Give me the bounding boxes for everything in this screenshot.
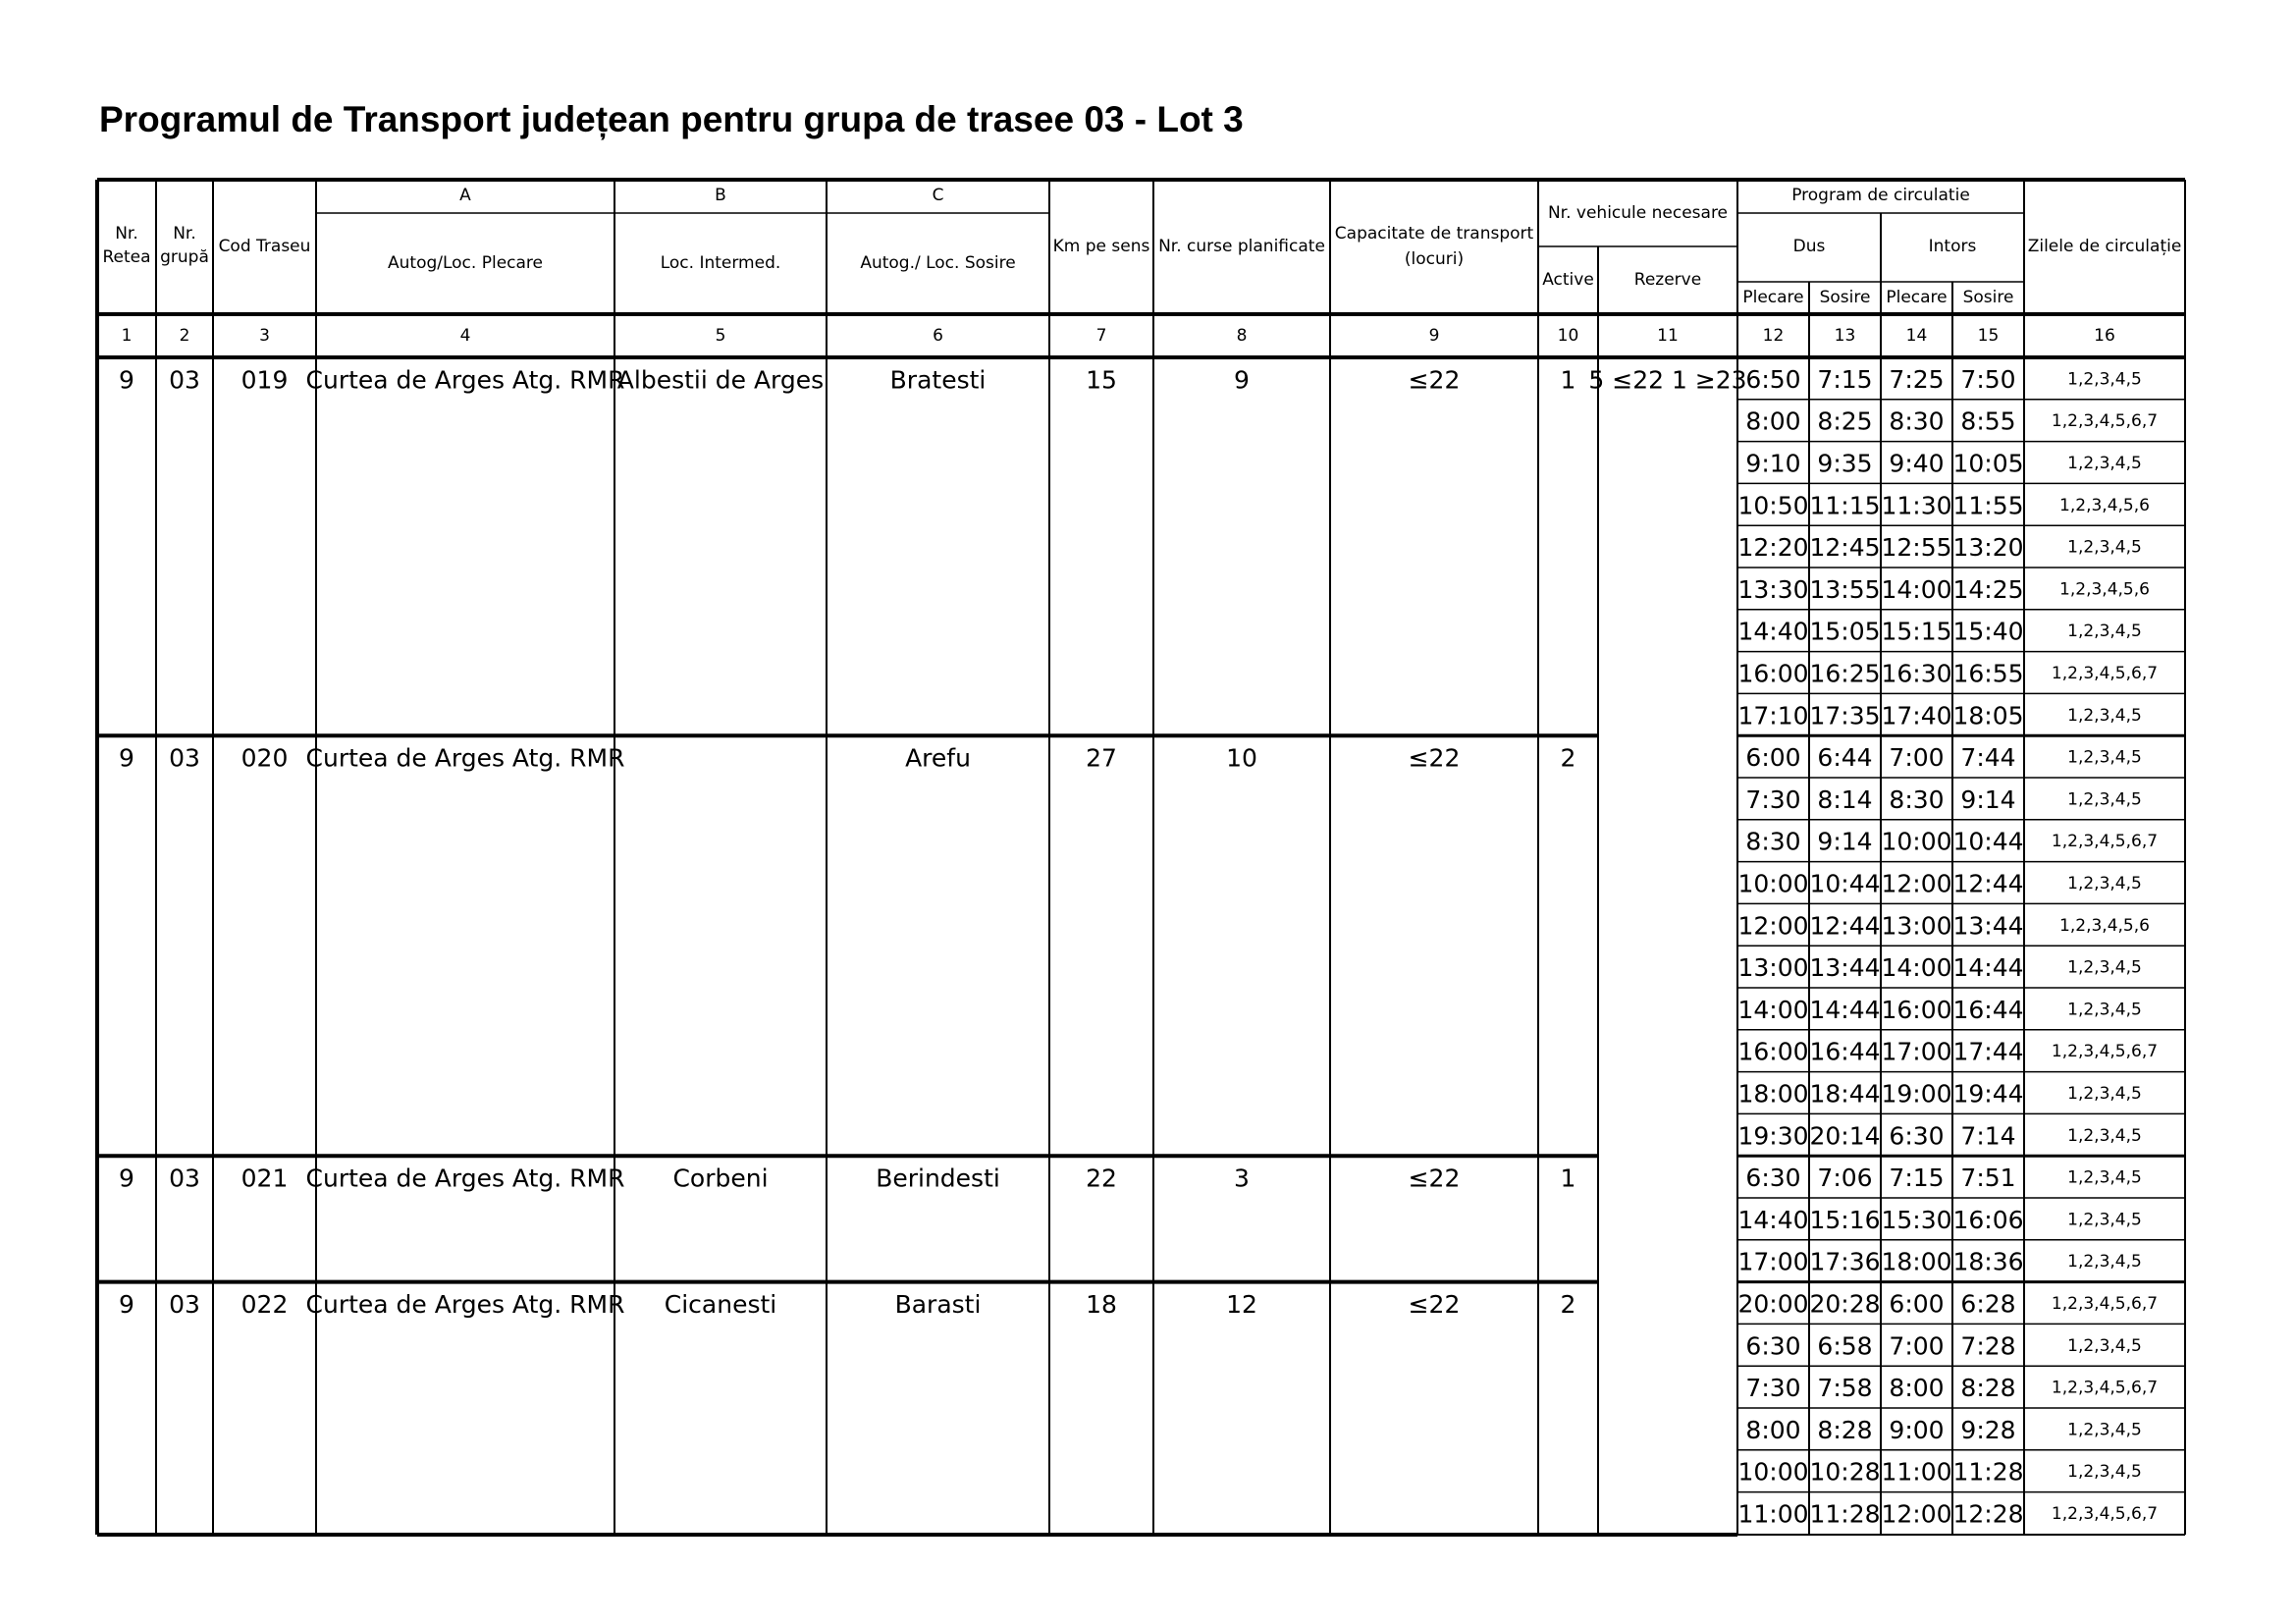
dus-sosire-time: 12:44 — [1809, 911, 1881, 941]
zile-circulatie: 1,2,3,4,5 — [2067, 369, 2142, 390]
dus-plecare-time: 19:30 — [1737, 1121, 1809, 1151]
intors-plecare-time: 11:00 — [1881, 1457, 1952, 1487]
zile-circulatie: 1,2,3,4,5,6,7 — [2051, 1042, 2159, 1062]
intors-plecare-time: 18:00 — [1881, 1247, 1952, 1276]
column-header-intors-plecare: Plecare — [1886, 288, 1948, 307]
column-number: 7 — [1095, 326, 1107, 346]
intors-plecare-time: 9:00 — [1889, 1415, 1945, 1444]
column-header-capacitate: (locuri) — [1404, 249, 1465, 269]
zile-circulatie: 1,2,3,4,5,6 — [2059, 495, 2150, 515]
route-retea: 9 — [119, 1164, 134, 1193]
zile-circulatie: 1,2,3,4,5 — [2067, 705, 2142, 726]
route-retea: 9 — [119, 743, 134, 773]
dus-sosire-time: 14:44 — [1809, 995, 1881, 1024]
dus-plecare-time: 6:00 — [1745, 743, 1801, 773]
column-number: 3 — [259, 326, 270, 346]
dus-sosire-time: 13:55 — [1809, 574, 1881, 604]
route-active: 2 — [1560, 743, 1576, 773]
dus-sosire-time: 8:14 — [1817, 785, 1873, 814]
intors-sosire-time: 7:44 — [1960, 743, 2016, 773]
zile-circulatie: 1,2,3,4,5 — [2067, 1167, 2142, 1188]
intors-sosire-time: 13:20 — [1952, 533, 2024, 563]
intors-sosire-time: 12:44 — [1952, 869, 2024, 898]
route-intermed: Corbeni — [672, 1164, 769, 1193]
route-cod-traseu: 019 — [240, 365, 289, 395]
zile-circulatie: 1,2,3,4,5,6,7 — [2051, 411, 2159, 432]
intors-sosire-time: 14:44 — [1952, 953, 2024, 983]
intors-sosire-time: 19:44 — [1952, 1079, 2024, 1109]
intors-sosire-time: 7:14 — [1960, 1121, 2016, 1151]
route-km: 18 — [1086, 1290, 1117, 1320]
intors-sosire-time: 7:28 — [1960, 1331, 2016, 1361]
intors-sosire-time: 13:44 — [1952, 911, 2024, 941]
zile-circulatie: 1,2,3,4,5 — [2067, 957, 2142, 978]
group-label-nr-vehicule: Nr. vehicule necesare — [1547, 203, 1729, 223]
column-number: 5 — [715, 326, 726, 346]
intors-plecare-time: 7:25 — [1889, 364, 1945, 394]
route-sosire: Arefu — [905, 743, 971, 773]
dus-plecare-time: 14:40 — [1737, 1205, 1809, 1234]
dus-plecare-time: 17:00 — [1737, 1247, 1809, 1276]
intors-plecare-time: 12:00 — [1881, 869, 1952, 898]
zile-circulatie: 1,2,3,4,5 — [2067, 789, 2142, 810]
dus-sosire-time: 16:44 — [1809, 1037, 1881, 1066]
column-header-nr-retea: Retea — [102, 247, 151, 267]
dus-plecare-time: 16:00 — [1737, 659, 1809, 688]
group-label-a: A — [459, 186, 471, 205]
group-label-dus: Dus — [1792, 237, 1826, 256]
route-capacitate: ≤22 — [1408, 1290, 1461, 1320]
dus-sosire-time: 17:36 — [1809, 1247, 1881, 1276]
route-grupa: 03 — [169, 365, 200, 395]
column-number: 6 — [933, 326, 943, 346]
dus-sosire-time: 8:25 — [1817, 406, 1873, 436]
dus-sosire-time: 7:06 — [1817, 1164, 1873, 1193]
column-header-plecare: Autog/Loc. Plecare — [388, 253, 543, 273]
column-header-nr-grupa: Nr. — [173, 224, 196, 244]
dus-sosire-time: 20:14 — [1809, 1121, 1881, 1151]
route-intermed: Albestii de Arges — [616, 365, 825, 395]
intors-plecare-time: 14:00 — [1881, 574, 1952, 604]
zile-circulatie: 1,2,3,4,5,6,7 — [2051, 1378, 2159, 1398]
group-label-c: C — [932, 186, 944, 205]
intors-plecare-time: 6:30 — [1889, 1121, 1945, 1151]
page-title: Programul de Transport județean pentru grupa de trasee 03 - Lot 3 — [99, 99, 1244, 139]
route-active: 1 — [1560, 1164, 1576, 1193]
dus-sosire-time: 18:44 — [1809, 1079, 1881, 1109]
zile-circulatie: 1,2,3,4,5 — [2067, 1125, 2142, 1146]
zile-circulatie: 1,2,3,4,5 — [2067, 1462, 2142, 1483]
intors-plecare-time: 12:00 — [1881, 1499, 1952, 1529]
route-intermed: Cicanesti — [664, 1290, 777, 1320]
intors-sosire-time: 14:25 — [1952, 574, 2024, 604]
dus-sosire-time: 7:58 — [1817, 1374, 1873, 1403]
intors-sosire-time: 12:28 — [1952, 1499, 2024, 1529]
route-cod-traseu: 021 — [240, 1164, 289, 1193]
dus-plecare-time: 11:00 — [1737, 1499, 1809, 1529]
route-plecare: Curtea de Arges Atg. RMR — [305, 1164, 625, 1193]
route-retea: 9 — [119, 365, 134, 395]
column-number: 4 — [459, 326, 471, 346]
column-number: 15 — [1977, 326, 2000, 346]
dus-plecare-time: 8:30 — [1745, 827, 1801, 856]
route-grupa: 03 — [169, 1164, 200, 1193]
intors-sosire-time: 7:51 — [1960, 1164, 2016, 1193]
zile-circulatie: 1,2,3,4,5,6,7 — [2051, 832, 2159, 852]
dus-plecare-time: 9:10 — [1745, 449, 1801, 478]
dus-sosire-time: 11:28 — [1809, 1499, 1881, 1529]
intors-sosire-time: 11:28 — [1952, 1457, 2024, 1487]
dus-sosire-time: 15:05 — [1809, 617, 1881, 646]
route-curse: 3 — [1234, 1164, 1250, 1193]
intors-sosire-time: 10:44 — [1952, 827, 2024, 856]
dus-sosire-time: 10:44 — [1809, 869, 1881, 898]
route-curse: 12 — [1226, 1290, 1257, 1320]
route-cod-traseu: 020 — [240, 743, 289, 773]
zile-circulatie: 1,2,3,4,5 — [2067, 1210, 2142, 1230]
column-header-intors-sosire: Sosire — [1962, 288, 2014, 307]
column-header-dus-plecare: Plecare — [1742, 288, 1804, 307]
intors-plecare-time: 8:30 — [1889, 406, 1945, 436]
zile-circulatie: 1,2,3,4,5 — [2067, 454, 2142, 473]
dus-plecare-time: 14:00 — [1737, 995, 1809, 1024]
route-plecare: Curtea de Arges Atg. RMR — [305, 1290, 625, 1320]
dus-plecare-time: 12:20 — [1737, 533, 1809, 563]
dus-sosire-time: 20:28 — [1809, 1289, 1881, 1319]
dus-plecare-time: 8:00 — [1745, 1415, 1801, 1444]
column-number: 9 — [1428, 326, 1440, 346]
intors-sosire-time: 16:44 — [1952, 995, 2024, 1024]
intors-sosire-time: 10:05 — [1952, 449, 2024, 478]
zile-circulatie: 1,2,3,4,5,6,7 — [2051, 664, 2159, 683]
column-number: 10 — [1557, 326, 1579, 346]
intors-plecare-time: 17:40 — [1881, 701, 1952, 731]
intors-plecare-time: 7:00 — [1889, 743, 1945, 773]
intors-plecare-time: 17:00 — [1881, 1037, 1952, 1066]
group-label-b: B — [715, 186, 726, 205]
dus-sosire-time: 10:28 — [1809, 1457, 1881, 1487]
column-header-curse: Nr. curse planificate — [1158, 237, 1325, 256]
group-label-program: Program de circulatie — [1791, 186, 1970, 205]
column-header-nr-retea: Nr. — [115, 224, 138, 244]
intors-sosire-time: 15:40 — [1952, 617, 2024, 646]
dus-sosire-time: 9:35 — [1817, 449, 1873, 478]
column-number: 13 — [1834, 326, 1856, 346]
dus-plecare-time: 18:00 — [1737, 1079, 1809, 1109]
zile-circulatie: 1,2,3,4,5 — [2067, 747, 2142, 768]
dus-plecare-time: 6:50 — [1745, 364, 1801, 394]
intors-plecare-time: 8:00 — [1889, 1374, 1945, 1403]
intors-plecare-time: 16:00 — [1881, 995, 1952, 1024]
route-sosire: Berindesti — [876, 1164, 1000, 1193]
intors-plecare-time: 14:00 — [1881, 953, 1952, 983]
intors-plecare-time: 7:15 — [1889, 1164, 1945, 1193]
dus-plecare-time: 12:00 — [1737, 911, 1809, 941]
dus-plecare-time: 13:30 — [1737, 574, 1809, 604]
column-header-zile: Zilele de circulație — [2027, 237, 2182, 256]
dus-plecare-time: 10:00 — [1737, 869, 1809, 898]
dus-plecare-time: 17:10 — [1737, 701, 1809, 731]
column-number: 8 — [1236, 326, 1248, 346]
dus-sosire-time: 9:14 — [1817, 827, 1873, 856]
route-km: 22 — [1086, 1164, 1117, 1193]
column-number: 12 — [1762, 326, 1785, 346]
zile-circulatie: 1,2,3,4,5 — [2067, 537, 2142, 558]
column-header-km: Km pe sens — [1052, 237, 1150, 256]
dus-plecare-time: 14:40 — [1737, 617, 1809, 646]
dus-sosire-time: 6:44 — [1817, 743, 1873, 773]
dus-sosire-time: 11:15 — [1809, 491, 1881, 520]
intors-sosire-time: 16:55 — [1952, 659, 2024, 688]
route-retea: 9 — [119, 1290, 134, 1320]
column-number: 11 — [1657, 326, 1679, 346]
intors-plecare-time: 13:00 — [1881, 911, 1952, 941]
route-active: 2 — [1560, 1290, 1576, 1320]
dus-plecare-time: 20:00 — [1737, 1289, 1809, 1319]
column-number: 14 — [1905, 326, 1928, 346]
zile-circulatie: 1,2,3,4,5 — [2067, 874, 2142, 893]
column-header-sosire: Autog./ Loc. Sosire — [860, 253, 1016, 273]
route-capacitate: ≤22 — [1408, 365, 1461, 395]
dus-plecare-time: 10:50 — [1737, 491, 1809, 520]
dus-sosire-time: 16:25 — [1809, 659, 1881, 688]
dus-sosire-time: 15:16 — [1809, 1205, 1881, 1234]
route-plecare: Curtea de Arges Atg. RMR — [305, 743, 625, 773]
column-header-dus-sosire: Sosire — [1819, 288, 1871, 307]
dus-plecare-time: 8:00 — [1745, 406, 1801, 436]
intors-plecare-time: 8:30 — [1889, 785, 1945, 814]
intors-sosire-time: 6:28 — [1960, 1289, 2016, 1319]
intors-plecare-time: 19:00 — [1881, 1079, 1952, 1109]
intors-plecare-time: 16:30 — [1881, 659, 1952, 688]
route-sosire: Barasti — [894, 1290, 982, 1320]
intors-plecare-time: 12:55 — [1881, 533, 1952, 563]
intors-sosire-time: 7:50 — [1960, 364, 2016, 394]
zile-circulatie: 1,2,3,4,5 — [2067, 1420, 2142, 1440]
intors-plecare-time: 10:00 — [1881, 827, 1952, 856]
column-number: 16 — [2094, 326, 2115, 346]
zile-circulatie: 1,2,3,4,5,6 — [2059, 915, 2150, 936]
dus-plecare-time: 13:00 — [1737, 953, 1809, 983]
route-curse: 10 — [1226, 743, 1257, 773]
intors-sosire-time: 17:44 — [1952, 1037, 2024, 1066]
column-header-intermed: Loc. Intermed. — [660, 253, 781, 273]
dus-sosire-time: 12:45 — [1809, 533, 1881, 563]
route-cod-traseu: 022 — [240, 1290, 289, 1320]
intors-sosire-time: 18:05 — [1952, 701, 2024, 731]
route-grupa: 03 — [169, 743, 200, 773]
dus-plecare-time: 6:30 — [1745, 1331, 1801, 1361]
column-header-cod-traseu: Cod Traseu — [218, 237, 311, 256]
intors-plecare-time: 9:40 — [1889, 449, 1945, 478]
zile-circulatie: 1,2,3,4,5 — [2067, 622, 2142, 642]
dus-plecare-time: 6:30 — [1745, 1164, 1801, 1193]
group-label-intors: Intors — [1928, 237, 1977, 256]
column-header-nr-grupa: grupă — [160, 247, 209, 267]
zile-circulatie: 1,2,3,4,5,6,7 — [2051, 1294, 2159, 1314]
intors-sosire-time: 8:28 — [1960, 1374, 2016, 1403]
rezerve-value: 5 ≤22 1 ≥23 — [1588, 365, 1747, 395]
dus-plecare-time: 16:00 — [1737, 1037, 1809, 1066]
column-header-capacitate: Capacitate de transport — [1334, 224, 1534, 244]
intors-plecare-time: 15:30 — [1881, 1205, 1952, 1234]
intors-sosire-time: 18:36 — [1952, 1247, 2024, 1276]
intors-sosire-time: 8:55 — [1960, 406, 2016, 436]
intors-plecare-time: 11:30 — [1881, 491, 1952, 520]
dus-sosire-time: 13:44 — [1809, 953, 1881, 983]
dus-plecare-time: 7:30 — [1745, 785, 1801, 814]
intors-sosire-time: 9:14 — [1960, 785, 2016, 814]
zile-circulatie: 1,2,3,4,5,6,7 — [2051, 1504, 2159, 1524]
zile-circulatie: 1,2,3,4,5 — [2067, 1000, 2142, 1020]
dus-sosire-time: 7:15 — [1817, 364, 1873, 394]
route-curse: 9 — [1234, 365, 1250, 395]
route-km: 27 — [1086, 743, 1117, 773]
column-number: 1 — [121, 326, 133, 346]
route-sosire: Bratesti — [889, 365, 987, 395]
dus-sosire-time: 8:28 — [1817, 1415, 1873, 1444]
intors-plecare-time: 7:00 — [1889, 1331, 1945, 1361]
dus-plecare-time: 7:30 — [1745, 1374, 1801, 1403]
column-header-active: Active — [1542, 270, 1594, 290]
route-km: 15 — [1086, 365, 1117, 395]
route-plecare: Curtea de Arges Atg. RMR — [305, 365, 625, 395]
route-capacitate: ≤22 — [1408, 743, 1461, 773]
route-capacitate: ≤22 — [1408, 1164, 1461, 1193]
column-header-rezerve: Rezerve — [1633, 270, 1702, 290]
dus-sosire-time: 6:58 — [1817, 1331, 1873, 1361]
zile-circulatie: 1,2,3,4,5 — [2067, 1252, 2142, 1272]
intors-sosire-time: 9:28 — [1960, 1415, 2016, 1444]
column-number: 2 — [179, 326, 190, 346]
intors-sosire-time: 16:06 — [1952, 1205, 2024, 1234]
dus-sosire-time: 17:35 — [1809, 701, 1881, 731]
zile-circulatie: 1,2,3,4,5,6 — [2059, 579, 2150, 600]
intors-plecare-time: 15:15 — [1881, 617, 1952, 646]
intors-plecare-time: 6:00 — [1889, 1289, 1945, 1319]
dus-plecare-time: 10:00 — [1737, 1457, 1809, 1487]
intors-sosire-time: 11:55 — [1952, 491, 2024, 520]
route-active: 1 — [1560, 365, 1576, 395]
zile-circulatie: 1,2,3,4,5 — [2067, 1335, 2142, 1356]
route-grupa: 03 — [169, 1290, 200, 1320]
zile-circulatie: 1,2,3,4,5 — [2067, 1084, 2142, 1104]
